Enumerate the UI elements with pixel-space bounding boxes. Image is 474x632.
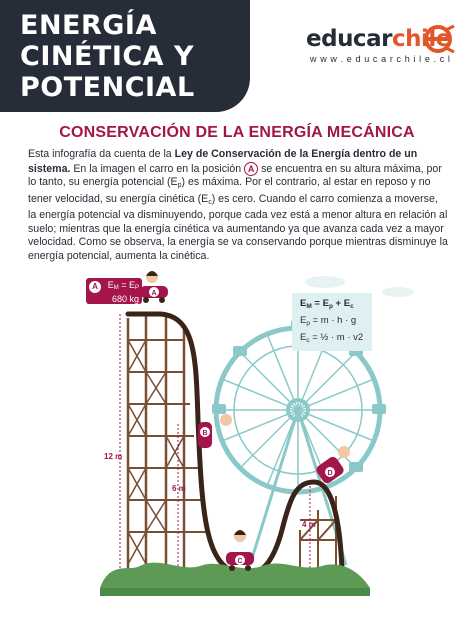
roller-coaster-illustration bbox=[0, 270, 474, 632]
intro-paragraph bbox=[28, 148, 448, 264]
page-title bbox=[20, 10, 240, 103]
header-band bbox=[0, 0, 250, 112]
car-c-label: C bbox=[237, 558, 243, 565]
ferris-wheel bbox=[212, 320, 386, 565]
brand-name-accent: chile bbox=[391, 26, 451, 52]
brand-name-main: educar bbox=[306, 26, 392, 52]
intro-text-1: Esta infografía da cuenta de la bbox=[28, 148, 175, 160]
brand-url[interactable]: w w w . e d u c a r c h i l e . c l bbox=[310, 54, 451, 64]
mass-box-eq: = E bbox=[118, 280, 135, 290]
section-title: CONSERVACIÓN DE LA ENERGÍA MECÁNICA bbox=[59, 124, 415, 141]
car-b-label: B bbox=[202, 430, 208, 437]
car-d-label: D bbox=[327, 470, 333, 477]
intro-text-2: En la imagen el carro en la posición bbox=[70, 162, 245, 175]
title-line-3: POTENCIAL bbox=[20, 72, 195, 103]
mass-box-mass: 680 kg bbox=[111, 294, 139, 304]
title-line-2: CINÉTICA Y bbox=[20, 41, 195, 72]
intro-sub-c: c bbox=[208, 198, 212, 206]
height-label-4m: 4 m bbox=[302, 520, 316, 529]
intro-text-3: se encuentra en su altura máxima, por lo tanto, su energía potencial (E bbox=[28, 162, 442, 188]
formula-total-energy: $E_M = E_p + E_c$ bbox=[300, 298, 354, 310]
intro-sub-p: p bbox=[177, 181, 182, 189]
position-a-tag: A bbox=[244, 162, 258, 176]
height-label-12m: 12 m bbox=[104, 452, 123, 461]
formula-box bbox=[292, 293, 372, 351]
grass bbox=[100, 563, 370, 596]
mass-box-sub-m: M bbox=[113, 285, 119, 291]
car-a-label: A bbox=[151, 290, 157, 297]
mass-info-box bbox=[86, 278, 142, 304]
title-line-1: ENERGÍA bbox=[20, 10, 157, 41]
height-label-6m: 6 m bbox=[172, 484, 186, 493]
intro-law-bold: Ley de Conservación de la Energía dentro de un sistema. bbox=[28, 148, 418, 175]
mass-box-tag: A bbox=[89, 281, 101, 293]
car-a bbox=[140, 271, 168, 303]
intro-text-5: ) es cero. Cuando el carro comienza a moverse, la energía potencial va disminuyendo, porque cada vez está a menor altura en relación al suelo; mientras que la energía cinética va aumentando ya que avanza cada vez a mayor velocidad. Como se observa, la energía se va conservando porque mientras disminuye la energía potencial, aumenta la cinética. bbox=[28, 192, 448, 262]
formula-potential-energy: $E_p = m \cdot h \cdot g$ bbox=[300, 315, 357, 327]
formula-kinetic-energy: $E_c$ = ½ · m · v2 bbox=[300, 332, 364, 344]
scaffold-short bbox=[300, 496, 336, 570]
intro-text-4: ) es máxima. Por el contrario, al estar en reposo y no tener velocidad, su energía cinética (E bbox=[28, 175, 431, 205]
mass-box-sub-p: P bbox=[134, 285, 139, 291]
mass-box-e: E bbox=[107, 280, 114, 290]
educarchile-logo[interactable] bbox=[306, 26, 456, 70]
brand-e-mark-icon bbox=[416, 24, 456, 54]
car-c bbox=[226, 530, 254, 571]
